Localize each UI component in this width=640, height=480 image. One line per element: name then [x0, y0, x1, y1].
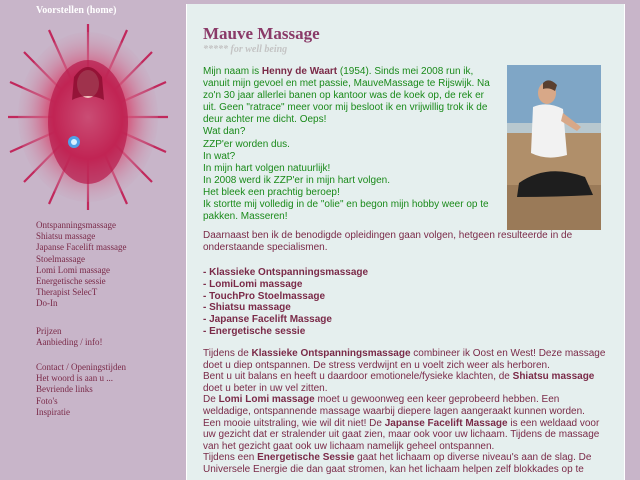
home-link[interactable]: Voorstellen (home) — [36, 5, 117, 16]
menu-item-fotos[interactable]: Foto's — [36, 395, 58, 406]
menu-item-japanse-facelift[interactable]: Japanse Facelift massage — [36, 242, 127, 253]
menu-item-ontspanningsmassage[interactable]: Ontspanningsmassage — [36, 220, 116, 230]
author-name: Henny de Waart — [261, 66, 338, 77]
description-text: Tijdens de Klassieke Ontspanningsmassage combineer ik Oost en West! Deze massage doet u diep ontspannen. De stress verdwijnt en u voelt zich weer als herboren. Bent u uit balans en heeft u daardoor emotionele/fysieke klachten, de Shiatsu massage doet u beter in uw vel zitten. De Lomi Lomi massage moet u gewoonweg een keer geprobeerd hebben. Een weldadige, ontspannende massage waarbij diepere lagen aangeraakt kunnen worden. Een mooie uitstraling, wie wil dit niet! De Japanse Facelift Massage is een weldaad voor uw gezicht dat er stralender uit gaat zien, maar ook voor uw lichaam. Tijdens de massage van het gezicht gaat ook uw lichaam namelijk geheel ontspannen. Tijdens een Energetische Sessie gaat het lichaam op diverse niveau's aan de slag. De Universele Energie die dan gaat stromen, kan het lichaam helpen zelf blokkades op te — [203, 348, 606, 475]
intro-text: Mijn naam is Henny de Waart (1954). Sinds mei 2008 run ik, vanuit mijn gevoel en met passie, MauveMassage te Rijswijk. Na zo'n 30 jaar allerlei banen op kantoor was de koek op, de rek er uit. Geen "ratrace" meer voor mij besloot ik en vrijwillig trok ik de deur achter me dicht. Oeps! Wat dan? ZZP'er worden dus. In wat? In mijn hart volgen natuurlijk! In 2008 werd ik ZZP'er in mijn hart volgen. Het bleek een prachtig beroep! Ik stortte mij volledig in de "olie" en begon mijn hobby weer op te pakken. Masseren! — [203, 66, 490, 223]
specialty-item: - Klassieke Ontspanningsmassage — [203, 267, 369, 278]
beach-photo — [507, 65, 601, 230]
sidebar — [0, 0, 186, 480]
goddess-artwork — [4, 22, 172, 212]
specialties-list — [203, 267, 368, 338]
menu-item-lomi-lomi[interactable]: Lomi Lomi massage — [36, 264, 110, 275]
menu-item-do-in[interactable]: Do-In — [36, 298, 58, 309]
specialty-item: - LomiLomi massage — [203, 278, 303, 290]
menu-item-shiatsu[interactable]: Shiatsu massage — [36, 231, 96, 242]
menu-item-prijzen[interactable]: Prijzen — [36, 326, 62, 336]
menu-item-contact[interactable]: Contact / Openingstijden — [36, 362, 126, 372]
main-content — [186, 4, 625, 480]
menu-item-aanbieding[interactable]: Aanbieding / info! — [36, 337, 103, 348]
specialty-item: - TouchPro Stoelmassage — [203, 290, 326, 302]
pricing-menu — [36, 326, 103, 348]
services-menu — [36, 220, 126, 310]
education-text: Daarnaast ben ik de benodigde opleidingen gaan volgen, hetgeen resulteerde in de onderstaande specialismen. — [203, 230, 573, 253]
menu-item-het-woord[interactable]: Het woord is aan u ... — [36, 373, 113, 384]
info-menu — [36, 362, 126, 418]
menu-item-stoelmassage[interactable]: Stoelmassage — [36, 253, 85, 264]
menu-item-bevriende-links[interactable]: Bevriende links — [36, 384, 93, 395]
menu-item-inspiratie[interactable]: Inspiratie — [36, 406, 70, 417]
specialty-item: - Japanse Facelift Massage — [203, 314, 332, 326]
tagline: ***** for well being — [203, 44, 288, 55]
page-title: Mauve Massage — [203, 24, 320, 43]
menu-item-energetische-sessie[interactable]: Energetische sessie — [36, 276, 106, 287]
menu-item-therapist-select[interactable]: Therapist SelecT — [36, 287, 98, 298]
specialty-item: - Shiatsu massage — [203, 302, 291, 314]
specialty-item: - Energetische sessie — [203, 325, 306, 337]
